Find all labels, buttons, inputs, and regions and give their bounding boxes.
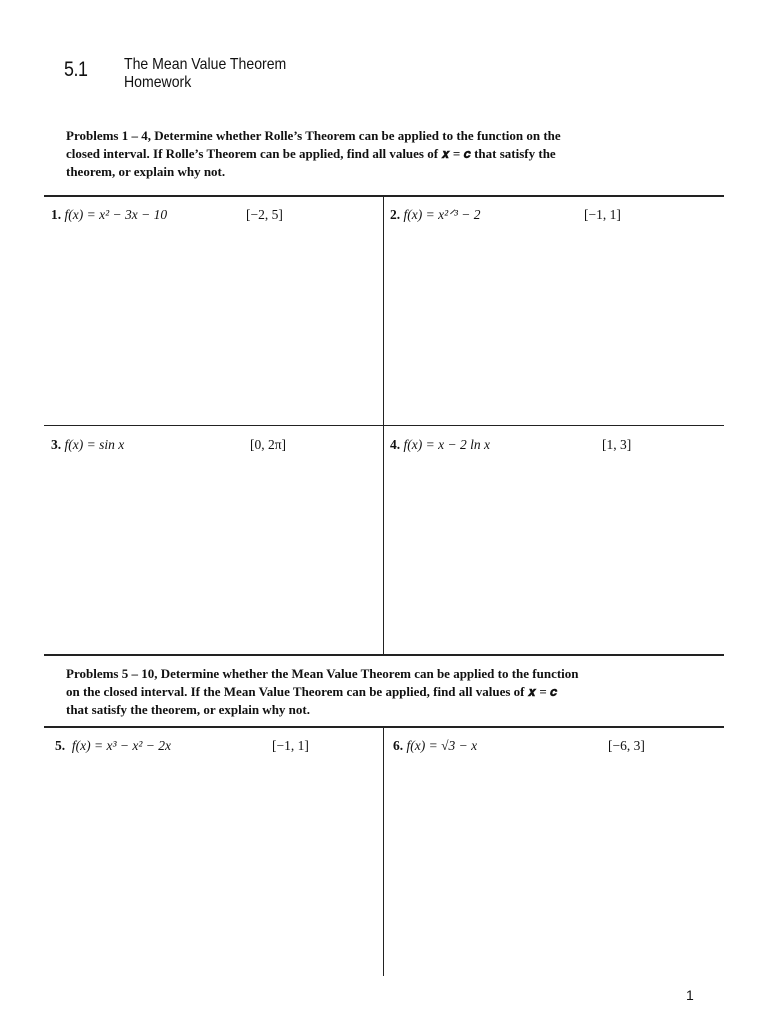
instructions-mvt-line-3: that satisfy the theorem, or explain why not. xyxy=(66,702,310,717)
title-line-1: The Mean Value Theorem xyxy=(124,56,287,73)
vertical-divider-2 xyxy=(383,727,384,976)
problem-4-function: f(x) = x − 2 ln x xyxy=(403,437,490,452)
problem-2 xyxy=(390,207,481,223)
problem-1-interval: [−2, 5] xyxy=(246,207,283,222)
instructions-rolle xyxy=(66,127,716,181)
problem-5 xyxy=(55,738,171,754)
problem-2-interval: [−1, 1] xyxy=(584,207,621,222)
problem-4-number: 4. xyxy=(390,437,401,452)
instructions-rolle-line-1: Problems 1 – 4, Determine whether Rolle’s Theorem can be applied to the function on the xyxy=(66,128,561,143)
instructions-mvt xyxy=(66,665,716,719)
divider-bottom-1 xyxy=(44,654,724,656)
divider-middle xyxy=(44,425,724,426)
section-number: 5.1 xyxy=(64,58,88,81)
problem-3-number: 3. xyxy=(51,437,62,452)
page-number: 1 xyxy=(686,987,694,1003)
instructions-rolle-line-2: closed interval. If Rolle’s Theorem can be applied, find all values of 𝒙 = 𝒄 that satisfy the xyxy=(66,146,556,161)
problem-3 xyxy=(51,437,124,453)
problem-5-interval: [−1, 1] xyxy=(272,738,309,753)
instructions-rolle-line-3: theorem, or explain why not. xyxy=(66,164,226,179)
problem-6-number: 6. xyxy=(393,738,404,753)
problem-5-number: 5. xyxy=(55,738,66,753)
problem-2-number: 2. xyxy=(390,207,401,222)
problem-1 xyxy=(51,207,167,223)
instructions-mvt-line-2: on the closed interval. If the Mean Value Theorem can be applied, find all values of 𝒙 = 𝒄 xyxy=(66,684,558,699)
problem-5-function: f(x) = x³ − x² − 2x xyxy=(71,738,172,753)
problem-3-function: f(x) = sin x xyxy=(64,437,125,452)
problem-1-function: f(x) = x² − 3x − 10 xyxy=(64,207,168,222)
problem-4 xyxy=(390,437,490,453)
problem-6-function: f(x) = √3 − x xyxy=(406,738,478,753)
title-line-2: Homework xyxy=(124,74,192,91)
problem-3-interval: [0, 2π] xyxy=(250,437,287,452)
problem-6-interval: [−6, 3] xyxy=(608,738,645,753)
problem-1-number: 1. xyxy=(51,207,62,222)
problem-4-interval: [1, 3] xyxy=(602,437,632,452)
problem-6 xyxy=(393,738,477,754)
instructions-mvt-line-1: Problems 5 – 10, Determine whether the Mean Value Theorem can be applied to the function xyxy=(66,666,579,681)
page-title xyxy=(124,56,286,92)
problem-2-function: f(x) = x²ᐟ³ − 2 xyxy=(403,207,481,222)
